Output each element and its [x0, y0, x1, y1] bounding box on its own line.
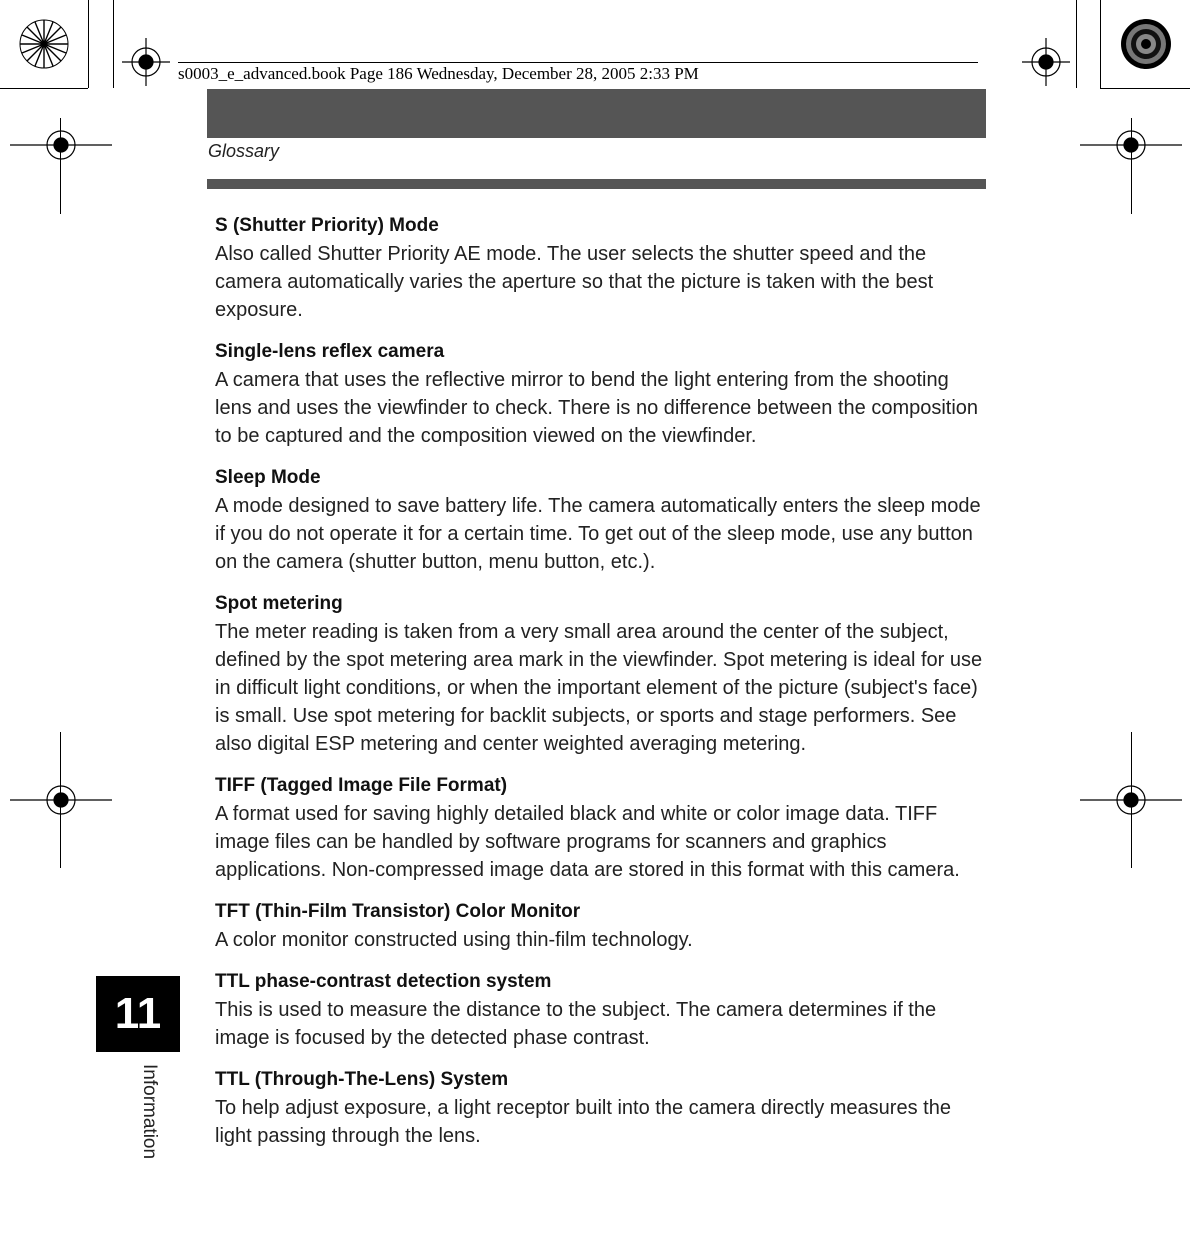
- registration-target-icon: [10, 786, 112, 814]
- registration-target-icon: [122, 38, 170, 86]
- concentric-target-icon: [1121, 19, 1171, 69]
- glossary-definition: A camera that uses the reflective mirror to bend the light entering from the shooting lens and uses the viewfinder to check. There is no difference between the composition to be captured and the composition viewed on the viewfinder.: [215, 369, 979, 447]
- registration-target-icon: [10, 131, 112, 159]
- glossary-entry: [215, 772, 985, 884]
- glossary-entry: [215, 590, 985, 758]
- glossary-term: Spot metering: [215, 593, 343, 614]
- glossary-entry: [215, 212, 985, 324]
- glossary-definition: A format used for saving highly detailed black and white or color image data. TIFF image files can be handled by software programs for scanners and graphics applications. Non-compressed image data are stored in this format with this camera.: [215, 803, 960, 881]
- glossary-definition: Also called Shutter Priority AE mode. The user selects the shutter speed and the camera automatically varies the aperture so that the picture is taken with the best exposure.: [215, 243, 934, 321]
- glossary-entry: [215, 464, 985, 576]
- glossary-term: TIFF (Tagged Image File Format): [215, 775, 508, 796]
- registration-target-icon: [1080, 131, 1182, 159]
- glossary-entry: [215, 968, 985, 1052]
- glossary-term: Sleep Mode: [215, 467, 321, 488]
- glossary-definition: A color monitor constructed using thin-film technology.: [215, 929, 693, 951]
- glossary-entry: [215, 898, 985, 954]
- chapter-label: Information: [139, 1064, 160, 1160]
- glossary-entry: [215, 338, 985, 450]
- chapter-number-tab: 11: [96, 976, 180, 1052]
- glossary-definition: The meter reading is taken from a very small area around the center of the subject, defined by the spot metering area mark in the viewfinder. Spot metering is ideal for use in difficult light conditions, or when the important element of the picture (subject's face) is small. Use spot metering for backlit subjects, or sports and stage performers. See also digital ESP metering and center weighted averaging metering.: [215, 621, 983, 755]
- glossary-definition: A mode designed to save battery life. The camera automatically enters the sleep mode if you do not operate it for a certain time. To get out of the sleep mode, use any button on the camera (shutter button, menu button, etc.).: [215, 495, 981, 573]
- glossary-definition: To help adjust exposure, a light receptor built into the camera directly measures the light passing through the lens.: [215, 1097, 951, 1147]
- glossary-term: TTL phase-contrast detection system: [215, 971, 552, 992]
- glossary-term: TTL (Through-The-Lens) System: [215, 1069, 509, 1090]
- glossary-term: Single-lens reflex camera: [215, 341, 445, 362]
- registration-target-icon: [1080, 786, 1182, 814]
- starburst-icon: [20, 20, 68, 68]
- glossary-term: S (Shutter Priority) Mode: [215, 215, 439, 236]
- section-title: Glossary: [208, 141, 280, 161]
- page-header: s0003_e_advanced.book Page 186 Wednesday, December 28, 2005 2:33 PM: [178, 64, 699, 83]
- glossary-list: [215, 212, 985, 1164]
- glossary-term: TFT (Thin-Film Transistor) Color Monitor: [215, 901, 581, 922]
- section-rule: [207, 179, 986, 189]
- glossary-definition: This is used to measure the distance to the subject. The camera determines if the image is focused by the detected phase contrast.: [215, 999, 937, 1049]
- section-header-bar: [207, 89, 986, 138]
- glossary-entry: [215, 1066, 985, 1150]
- registration-target-icon: [1022, 38, 1070, 86]
